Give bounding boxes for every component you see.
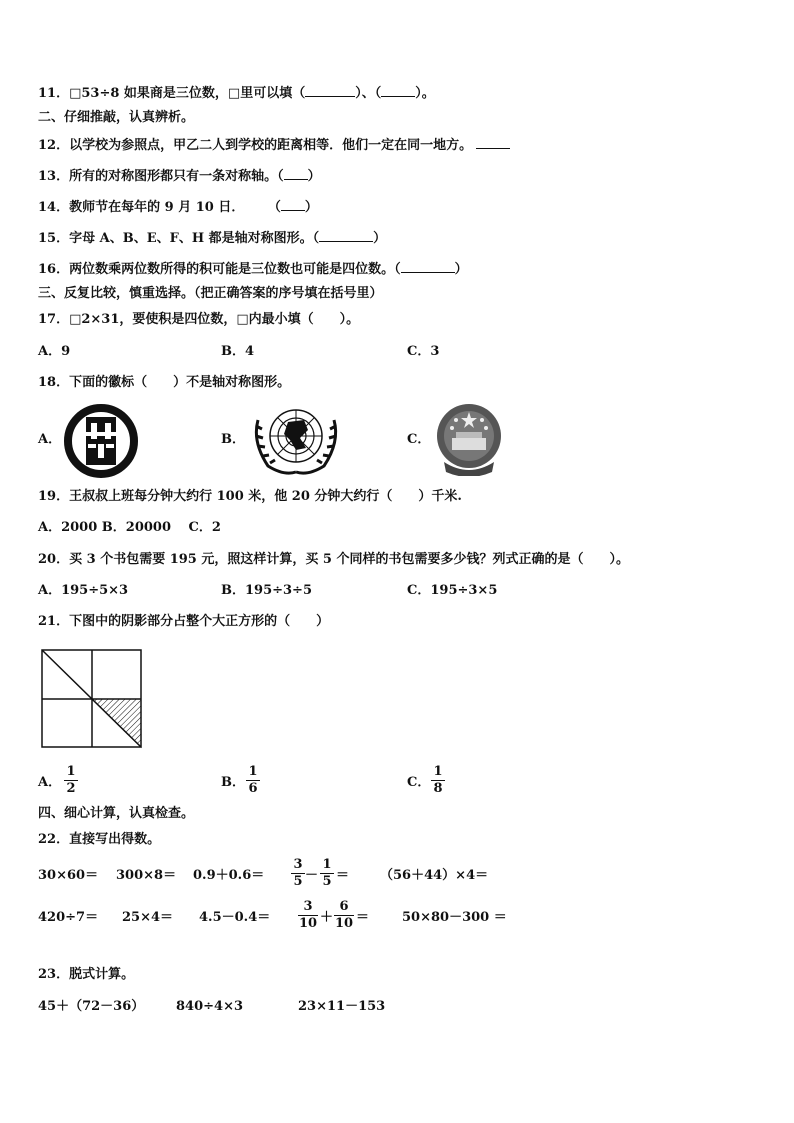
q21-a-denominator: 2	[66, 781, 76, 796]
q13-text: 13．所有的对称图形都只有一条对称轴。（	[38, 169, 284, 184]
q12-text: 12．以学校为参照点，甲乙二人到学校的距离相等．他们一定在同一地方。	[38, 138, 473, 153]
calc-item: 300×8＝	[116, 868, 177, 883]
question-18: 18．下面的徽标（ ）不是轴对称图形。	[38, 375, 291, 390]
section-3-heading: 三、反复比较，慎重选择。（把正确答案的序号填在括号里）	[38, 286, 383, 301]
calc-item: 4.5－0.4＝	[199, 910, 271, 925]
q16-blank[interactable]	[401, 260, 455, 273]
q11-end: ）。	[415, 86, 435, 101]
q13-blank[interactable]	[284, 167, 308, 180]
q11-blank-1[interactable]	[305, 84, 355, 97]
calc-item: ＝	[336, 868, 350, 883]
q15-blank[interactable]	[319, 229, 373, 242]
operator: ＋	[320, 910, 334, 925]
q21-option-b[interactable]: B．	[221, 775, 245, 790]
q16-end: ）	[454, 262, 468, 277]
q19-options[interactable]: A．2000 B．20000 C．2	[38, 520, 221, 535]
q17-option-a[interactable]: A．9	[38, 344, 71, 359]
calc-item: 45＋（72－36）	[38, 999, 145, 1014]
question-21: 21．下图中的阴影部分占整个大正方形的（ ）	[38, 614, 330, 629]
q15-text: 15．字母 A、B、E、F、H 都是轴对称图形。（	[38, 231, 320, 246]
calc-item: 840÷4×3	[176, 999, 244, 1014]
calc-item: 50×80－300 ＝	[402, 910, 507, 925]
numerator: 6	[334, 899, 354, 916]
q14-open: （	[274, 200, 281, 215]
q13-end: ）	[307, 169, 321, 184]
q21-option-c[interactable]: C．	[407, 775, 431, 790]
question-12	[38, 136, 510, 154]
question-15	[38, 229, 386, 247]
numerator: 3	[291, 857, 305, 874]
q20-option-c[interactable]: C．195÷3×5	[407, 583, 498, 598]
calc-item: ＝	[356, 910, 370, 925]
question-13	[38, 167, 321, 185]
numerator: 3	[298, 899, 318, 916]
numerator: 1	[320, 857, 334, 874]
question-14	[38, 198, 318, 216]
q21-fraction-c	[431, 764, 445, 797]
fraction	[334, 899, 354, 932]
question-23: 23．脱式计算。	[38, 967, 135, 982]
fraction	[320, 857, 334, 890]
operator: －	[305, 868, 319, 883]
q20-option-a[interactable]: A．195÷5×3	[38, 583, 129, 598]
fraction	[298, 899, 318, 932]
calc-item: 25×4＝	[122, 910, 174, 925]
square-diagram	[40, 648, 144, 750]
q21-fraction-a	[64, 764, 78, 797]
q14-end: ）	[304, 200, 318, 215]
q18-option-c[interactable]: C．	[407, 432, 431, 447]
q18-option-b[interactable]: B．	[221, 432, 245, 447]
q14-text: 14．教师节在每年的 9 月 10 日．	[38, 200, 245, 215]
calc-item: 23×11－153	[298, 999, 386, 1014]
q21-c-denominator: 8	[433, 781, 443, 796]
denominator: 5	[293, 874, 303, 889]
q11-blank-2[interactable]	[381, 84, 415, 97]
section-2-heading: 二、仔细推敲，认真辨析。	[38, 110, 195, 125]
q12-blank[interactable]	[476, 136, 510, 149]
denominator: 10	[334, 916, 354, 931]
q11-mid: ）、（	[355, 86, 382, 101]
q15-end: ）	[373, 231, 387, 246]
question-19: 19．王叔叔上班每分钟大约行 100 米，他 20 分钟大约行（ ）千米.	[38, 489, 462, 504]
q17-option-c[interactable]: C．3	[407, 344, 440, 359]
denominator: 10	[298, 916, 318, 931]
q21-c-numerator: 1	[431, 764, 445, 781]
bank-logo-icon	[64, 404, 138, 478]
fraction	[291, 857, 305, 890]
q20-option-b[interactable]: B．195÷3÷5	[221, 583, 313, 598]
denominator: 5	[322, 874, 332, 889]
calc-item: 30×60＝	[38, 868, 99, 883]
national-emblem-icon	[434, 402, 504, 476]
q11-text: 11．□53÷8 如果商是三位数，□里可以填（	[38, 86, 306, 101]
q21-fraction-b	[246, 764, 260, 797]
section-4-heading: 四、细心计算，认真检查。	[38, 806, 195, 821]
q14-blank[interactable]	[281, 198, 305, 211]
question-11	[38, 84, 435, 102]
question-20: 20．买 3 个书包需要 195 元，照这样计算，买 5 个同样的书包需要多少钱？列式正确的是（ ）。	[38, 552, 629, 567]
q21-option-a[interactable]: A．	[38, 775, 62, 790]
question-16	[38, 260, 468, 278]
q21-b-denominator: 6	[248, 781, 258, 796]
calc-item: 0.9＋0.6＝	[193, 868, 265, 883]
q16-text: 16．两位数乘两位数所得的积可能是三位数也可能是四位数。（	[38, 262, 401, 277]
q17-option-b[interactable]: B．4	[221, 344, 255, 359]
q21-a-numerator: 1	[64, 764, 78, 781]
q21-b-numerator: 1	[246, 764, 260, 781]
un-emblem-icon	[248, 400, 344, 478]
q18-option-a[interactable]: A．	[38, 432, 62, 447]
calc-item: 420÷7＝	[38, 910, 99, 925]
question-17: 17．□2×31，要使积是四位数，□内最小填（ ）。	[38, 312, 360, 327]
calc-item: （56＋44）×4＝	[380, 868, 489, 883]
question-22: 22．直接写出得数。	[38, 832, 161, 847]
